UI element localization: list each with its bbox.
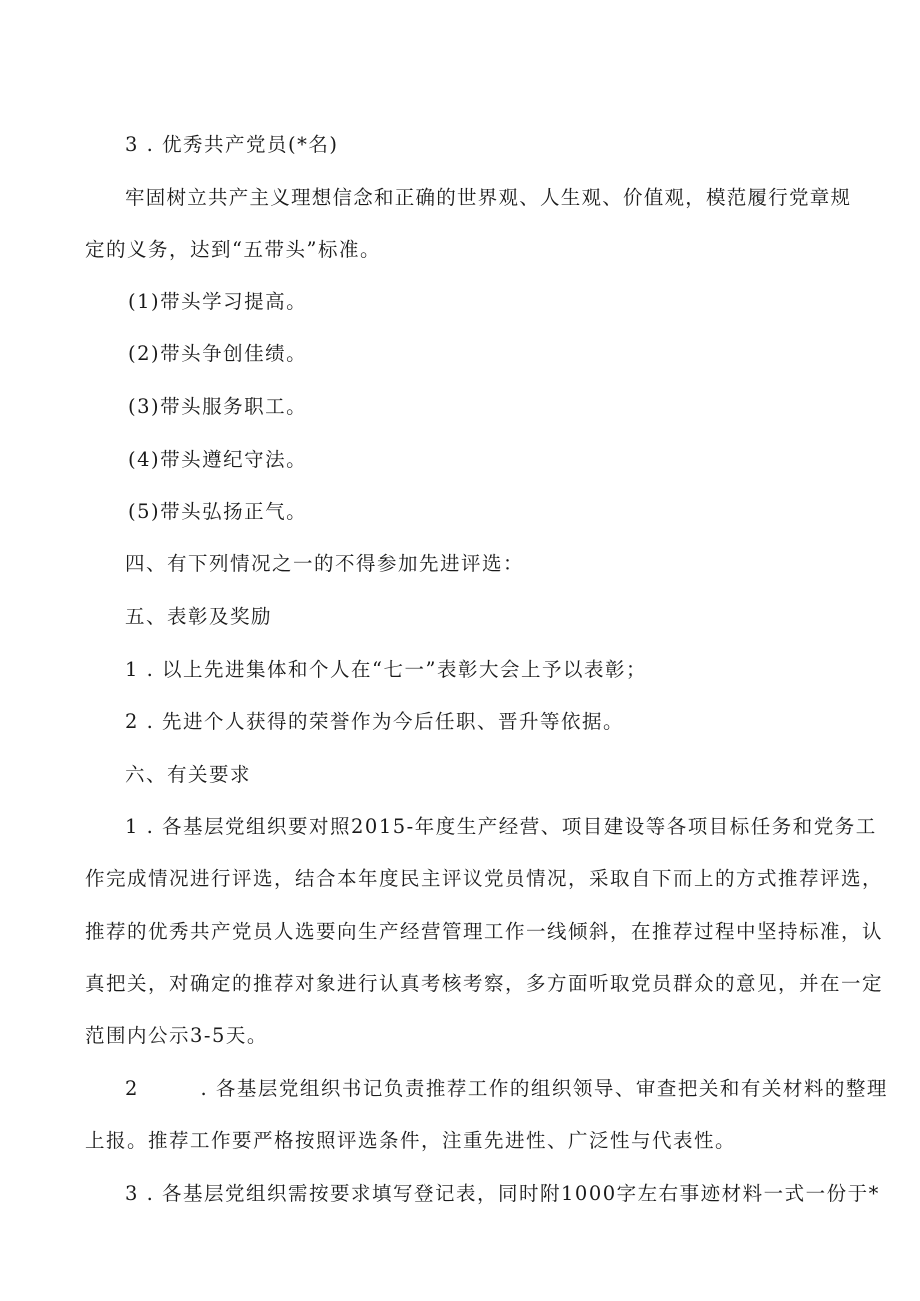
paragraph-line: 定的义务，达到“五带头”标准。 (85, 238, 381, 261)
list-item: 2 . 先进个人获得的荣誉作为今后任职、晋升等依据。 (125, 710, 625, 733)
list-item: (5)带头弘扬正气。 (128, 500, 308, 523)
list-item: (4)带头遵纪守法。 (128, 448, 308, 471)
section-3-heading: 3 . 优秀共产党员(*名) (125, 133, 339, 156)
paragraph-line: 范围内公示3-5天。 (85, 1024, 268, 1047)
paragraph-line: 推荐的优秀共产党员人选要向生产经营管理工作一线倾斜，在推荐过程中坚持标准，认 (85, 920, 884, 943)
paragraph-line: 上报。推荐工作要严格按照评选条件，注重先进性、广泛性与代表性。 (85, 1129, 737, 1152)
section-heading: 五、表彰及奖励 (125, 605, 273, 628)
list-item: (2)带头争创佳绩。 (128, 342, 308, 365)
paragraph-line: 牢固树立共产主义理想信念和正确的世界观、人生观、价值观，模范履行党章规 (125, 186, 850, 209)
paragraph-line: 3 . 各基层党组织需按要求填写登记表，同时附1000字左右事迹材料一式一份于* (125, 1182, 880, 1205)
paragraph-line: 2 . 各基层党组织书记负责推荐工作的组织领导、审查把关和有关材料的整理 (125, 1077, 888, 1100)
section-heading: 六、有关要求 (125, 763, 252, 786)
paragraph-line: 真把关，对确定的推荐对象进行认真考核考察，多方面听取党员群众的意见，并在一定 (85, 972, 884, 995)
list-item: 1 . 以上先进集体和个人在“七一”表彰大会上予以表彰； (125, 658, 647, 681)
list-item: (1)带头学习提高。 (128, 290, 308, 313)
paragraph-line: 作完成情况进行评选，结合本年度民主评议党员情况，采取自下而上的方式推荐评选， (85, 867, 884, 890)
paragraph-line: 1 . 各基层党组织要对照2015-年度生产经营、项目建设等各项目标任务和党务工 (125, 815, 877, 838)
section-heading: 四、有下列情况之一的不得参加先进评选： (125, 552, 525, 575)
list-item: (3)带头服务职工。 (128, 395, 308, 418)
